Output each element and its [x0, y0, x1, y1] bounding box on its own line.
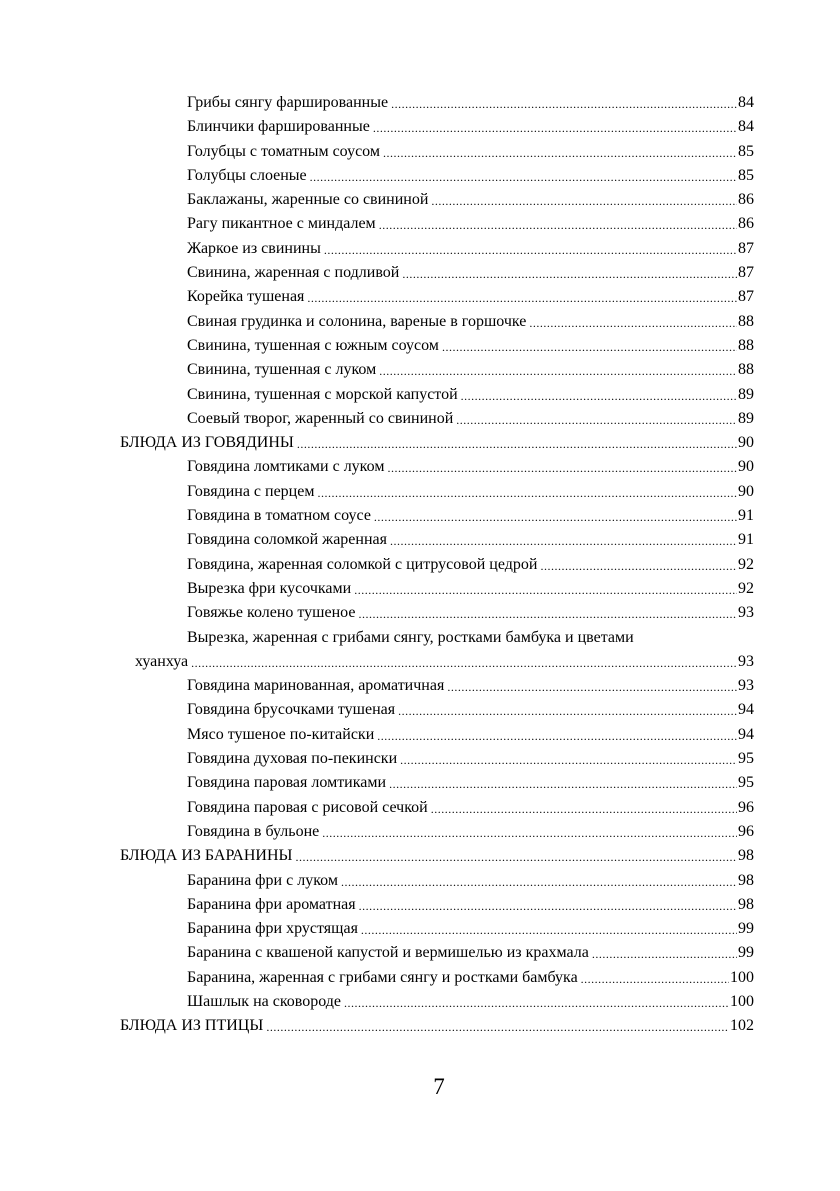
toc-entry [187, 721, 754, 745]
toc-row [0, 915, 840, 939]
toc-entry-page: 99 [738, 944, 754, 962]
toc-entry-title: Баранина фри хрустящая [187, 920, 358, 938]
toc-row [0, 551, 840, 575]
toc-entry [187, 867, 754, 891]
toc-entry-page: 89 [738, 385, 754, 403]
toc-row [0, 624, 840, 648]
toc-row [0, 308, 840, 332]
dot-leader [581, 971, 729, 988]
toc-entry-page: 92 [738, 579, 754, 597]
dot-leader [191, 655, 737, 672]
dot-leader [442, 339, 737, 356]
dot-leader [297, 436, 737, 453]
toc-entry-title: Корейка тушеная [187, 288, 305, 306]
toc-row [0, 332, 840, 356]
dot-leader [592, 946, 737, 963]
toc-entry-title: Говядина соломкой жаренная [187, 531, 387, 549]
toc-row [0, 138, 840, 162]
toc-entry-page: 89 [738, 409, 754, 427]
toc-entry-title: Говядина с перцем [187, 482, 315, 500]
toc-row [0, 356, 840, 380]
toc-entry-title: Грибы сянгу фаршированные [187, 94, 389, 111]
toc-entry-title: Жаркое из свинины [187, 239, 321, 257]
dot-leader [390, 533, 737, 550]
dot-leader [431, 801, 737, 818]
toc-entry-title: Говядина паровая ломтиками [187, 774, 387, 792]
toc-entry-title: Свинина, жаренная с подливой [187, 264, 400, 282]
toc-row [0, 429, 840, 453]
toc-row [0, 721, 840, 745]
dot-leader [387, 460, 737, 477]
toc-row [0, 186, 840, 210]
toc-row [0, 672, 840, 696]
toc-row [0, 89, 840, 113]
toc-entry-page: 98 [738, 847, 754, 865]
toc-entry [187, 599, 754, 623]
dot-leader [529, 315, 737, 332]
toc-entry-page: 98 [738, 871, 754, 889]
toc-entry-page: 92 [738, 555, 754, 573]
dot-leader [361, 922, 737, 939]
toc-entry [187, 891, 754, 915]
dot-leader [322, 825, 737, 842]
toc-entry-page: 87 [738, 239, 754, 257]
toc-entry [187, 235, 754, 259]
toc-row [0, 478, 840, 502]
toc-entry-title: Рагу пикантное с миндалем [187, 215, 376, 233]
toc-entry-page: 90 [738, 482, 754, 500]
toc-entry [187, 210, 754, 234]
toc-entry-continuation [135, 648, 754, 672]
toc-entry-title: Баранина фри с луком [187, 871, 338, 889]
dot-leader [379, 217, 737, 234]
toc-entry-title: Свиная грудинка и солонина, вареные в горшочке [187, 312, 527, 330]
toc-entry-title: хуанхуа [135, 652, 189, 670]
toc-row [0, 113, 840, 137]
toc-entry-page: 90 [738, 458, 754, 476]
dot-leader [359, 898, 737, 915]
toc-section-entry [120, 842, 754, 866]
toc-section-title: БЛЮДА ИЗ БАРАНИНЫ [120, 847, 293, 865]
toc-row [0, 210, 840, 234]
toc-entry-page: 84 [738, 94, 754, 111]
toc-entry-title: Соевый творог, жаренный со свининой [187, 409, 454, 427]
toc-entry-title: Баранина, жаренная с грибами сянгу и ростками бамбука [187, 968, 578, 986]
toc-entry-page: 85 [738, 142, 754, 160]
toc-entry-title: Вырезка, жаренная с грибами сянгу, ростками бамбука и цветами [187, 628, 634, 646]
toc-entry-title: Говядина духовая по-пекински [187, 750, 398, 768]
toc-entry-title: Мясо тушеное по-китайски [187, 725, 375, 743]
toc-row [0, 526, 840, 550]
toc-entry-page: 90 [738, 434, 754, 452]
toc-entry [187, 138, 754, 162]
toc-entry-title: Свинина, тушенная с луком [187, 361, 377, 379]
toc-entry [187, 745, 754, 769]
dot-leader [324, 242, 737, 259]
toc-row [0, 769, 840, 793]
toc-entry-title: Баранина с квашеной капустой и вермишелью из крахмала [187, 944, 589, 962]
page-number: 7 [433, 1074, 445, 1099]
dot-leader [383, 145, 737, 162]
toc-row [0, 502, 840, 526]
toc-entry-title: Говядина в бульоне [187, 822, 320, 840]
dot-leader [374, 509, 737, 526]
toc-entry-page: 96 [738, 798, 754, 816]
dot-leader [391, 96, 737, 113]
toc-entry [187, 575, 754, 599]
toc-entry-title: Вырезка фри кусочками [187, 579, 352, 597]
toc-entry-page: 94 [738, 701, 754, 719]
toc-entry-title: Баранина фри ароматная [187, 895, 356, 913]
toc-entry-title: Говядина в томатном соусе [187, 507, 371, 525]
toc-entry [187, 381, 754, 405]
toc-entry-title: Говядина, жаренная соломкой с цитрусовой цедрой [187, 555, 538, 573]
toc-entry-page: 84 [738, 118, 754, 136]
toc-row [0, 745, 840, 769]
toc-row [0, 453, 840, 477]
toc-entry [187, 332, 754, 356]
toc-entry-page: 98 [738, 895, 754, 913]
toc-entry-title: Говядина брусочками тушеная [187, 701, 396, 719]
dot-leader [431, 193, 737, 210]
toc-entry-page: 87 [738, 288, 754, 306]
toc-row [0, 405, 840, 429]
toc-row [0, 381, 840, 405]
toc-entry [187, 113, 754, 137]
toc-row [0, 818, 840, 842]
toc-entry-page: 100 [730, 992, 754, 1010]
toc-entry [187, 405, 754, 429]
toc-entry [187, 526, 754, 550]
toc-row [0, 575, 840, 599]
toc-row [0, 964, 840, 988]
toc-entry [187, 672, 754, 696]
toc-entry [187, 818, 754, 842]
toc-entry [187, 696, 754, 720]
dot-leader [310, 169, 737, 186]
dot-leader [317, 485, 737, 502]
dot-leader [456, 412, 737, 429]
toc-entry-title: Блинчики фаршированные [187, 118, 370, 136]
toc-entry [187, 915, 754, 939]
dot-leader [540, 558, 737, 575]
toc-section-entry [120, 429, 754, 453]
toc-entry [187, 794, 754, 818]
toc-entry-first-line [187, 624, 634, 648]
dot-leader [402, 266, 737, 283]
dot-leader [295, 849, 737, 866]
toc-entry-page: 94 [738, 725, 754, 743]
toc-row [0, 235, 840, 259]
toc-entry-page: 102 [730, 1017, 754, 1035]
dot-leader [341, 874, 737, 891]
dot-leader [389, 776, 737, 793]
dot-leader [377, 728, 737, 745]
toc-entry-title: Говядина паровая с рисовой сечкой [187, 798, 428, 816]
toc-entry-page: 99 [738, 920, 754, 938]
toc-row [0, 794, 840, 818]
toc-row [0, 867, 840, 891]
dot-leader [400, 752, 737, 769]
toc-entry-page: 95 [738, 774, 754, 792]
toc-entry-page: 93 [738, 677, 754, 695]
dot-leader [373, 120, 737, 137]
dot-leader [354, 582, 737, 599]
toc-entry [187, 453, 754, 477]
dot-leader [358, 606, 737, 623]
toc-entry [187, 502, 754, 526]
toc-entry-page: 88 [738, 336, 754, 354]
toc-entry-title: Говяжье колено тушеное [187, 604, 356, 622]
toc-entry-page: 93 [738, 652, 754, 670]
toc-entry-page: 86 [738, 191, 754, 209]
toc-entry [187, 988, 754, 1012]
toc-entry [187, 769, 754, 793]
toc-entry [187, 89, 754, 113]
table-of-contents [0, 89, 840, 1037]
toc-entry-page: 86 [738, 215, 754, 233]
toc-entry-title: Голубцы слоеные [187, 166, 307, 184]
dot-leader [461, 388, 737, 405]
toc-entry [187, 186, 754, 210]
toc-entry-page: 85 [738, 166, 754, 184]
toc-entry-title: Говядина ломтиками с луком [187, 458, 385, 476]
toc-entry [187, 939, 754, 963]
toc-entry-page: 87 [738, 264, 754, 282]
toc-section-entry [120, 1012, 754, 1036]
toc-section-title: БЛЮДА ИЗ ПТИЦЫ [120, 1017, 264, 1035]
toc-entry [187, 964, 754, 988]
toc-section-title: БЛЮДА ИЗ ГОВЯДИНЫ [120, 434, 294, 452]
toc-entry [187, 283, 754, 307]
toc-entry-page: 93 [738, 604, 754, 622]
dot-leader [307, 290, 737, 307]
toc-row [0, 939, 840, 963]
toc-entry-title: Голубцы с томатным соусом [187, 142, 380, 160]
toc-entry-title: Говядина маринованная, ароматичная [187, 677, 445, 695]
toc-row [0, 988, 840, 1012]
toc-entry-title: Баклажаны, жаренные со свининой [187, 191, 429, 209]
toc-entry [187, 356, 754, 380]
toc-row [0, 842, 840, 866]
dot-leader [379, 363, 737, 380]
toc-entry-page: 91 [738, 507, 754, 525]
toc-row [0, 891, 840, 915]
dot-leader [344, 995, 729, 1012]
dot-leader [447, 679, 737, 696]
toc-row [0, 259, 840, 283]
toc-entry [187, 308, 754, 332]
toc-entry-title: Свинина, тушенная с морской капустой [187, 385, 458, 403]
toc-entry-page: 96 [738, 822, 754, 840]
toc-row [0, 599, 840, 623]
dot-leader [266, 1019, 729, 1036]
toc-entry-page: 88 [738, 312, 754, 330]
toc-entry-title: Свинина, тушенная с южным соусом [187, 336, 439, 354]
toc-entry [187, 162, 754, 186]
toc-entry-page: 91 [738, 531, 754, 549]
toc-row [0, 162, 840, 186]
toc-entry [187, 551, 754, 575]
toc-entry-title: Шашлык на сковороде [187, 992, 342, 1010]
toc-row [0, 696, 840, 720]
toc-row [0, 648, 840, 672]
toc-row [0, 283, 840, 307]
toc-entry [187, 478, 754, 502]
dot-leader [398, 703, 737, 720]
toc-entry-page: 95 [738, 750, 754, 768]
toc-entry [187, 259, 754, 283]
toc-entry-page: 88 [738, 361, 754, 379]
toc-row [0, 1012, 840, 1036]
toc-entry-page: 100 [730, 968, 754, 986]
